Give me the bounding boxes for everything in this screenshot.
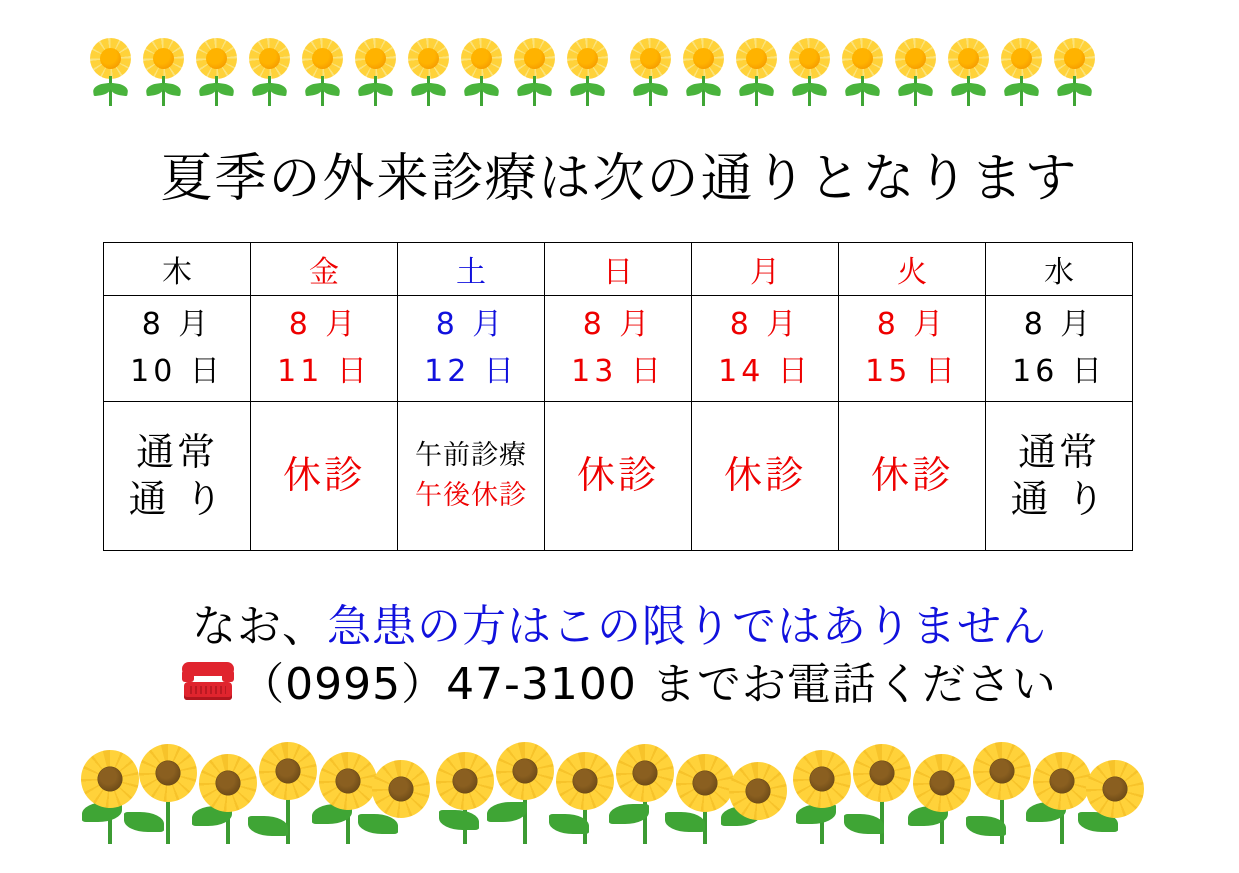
- cell-dow: [251, 243, 398, 296]
- sunflower-field-bottom: [80, 740, 1150, 850]
- cell-dow: [104, 243, 251, 296]
- dow-label: 土: [456, 255, 486, 290]
- status-line-1: 休診: [870, 453, 953, 498]
- sunflower-clump: [435, 740, 775, 850]
- dow-label: 木: [162, 255, 192, 290]
- cell-dow: [839, 243, 986, 296]
- status-line-1: 午前診療: [415, 439, 527, 471]
- date-day: 10 日: [130, 353, 224, 389]
- cell-status: [251, 402, 398, 551]
- status-line-1: 休診: [576, 453, 659, 498]
- sunflower-icon: [199, 754, 257, 812]
- notice-line-emergency: [0, 590, 1239, 654]
- sunflower-icon: [913, 754, 971, 812]
- date-day: 15 日: [865, 353, 959, 389]
- sunflower-icon: [561, 38, 614, 108]
- status-line-1: 休診: [282, 453, 365, 498]
- date-month: 8 月: [1023, 307, 1095, 342]
- status-line-2: 通 り: [128, 477, 226, 521]
- date-month: 8 月: [876, 307, 948, 342]
- cell-date: [104, 296, 251, 402]
- dow-label: 金: [309, 255, 339, 290]
- sunflower-icon: [81, 750, 139, 808]
- date-month: 8 月: [729, 307, 801, 342]
- date-day: 13 日: [571, 353, 665, 389]
- sunflower-icon: [556, 752, 614, 810]
- date-day: 11 日: [277, 353, 371, 389]
- sunflower-icon: [624, 38, 677, 108]
- sunflower-icon: [259, 742, 317, 800]
- date-month: 8 月: [141, 307, 213, 342]
- notice-emphasis: 急患の方はこの限りではありません: [327, 601, 1047, 652]
- sunflower-icon: [137, 38, 190, 108]
- telephone-icon: [182, 660, 234, 700]
- table-row-day-of-week: [104, 243, 1133, 296]
- sunflower-icon: [995, 38, 1048, 108]
- sunflower-icon: [455, 38, 508, 108]
- sunflower-icon: [677, 38, 730, 108]
- notice-line-phone: [0, 648, 1239, 712]
- cell-date: [986, 296, 1133, 402]
- sunflower-icon: [319, 752, 377, 810]
- cell-date: [398, 296, 545, 402]
- cell-date: [251, 296, 398, 402]
- sunflower-icon: [676, 754, 734, 812]
- sunflower-icon: [84, 38, 137, 108]
- cell-status: [398, 402, 545, 551]
- cell-status: [986, 402, 1133, 551]
- table-row-status: [104, 402, 1133, 551]
- sunflower-icon: [372, 760, 430, 818]
- status-line-2: 通 り: [1010, 477, 1108, 521]
- cell-date: [545, 296, 692, 402]
- sunflower-icon: [1048, 38, 1101, 108]
- cell-status: [104, 402, 251, 551]
- date-day: 16 日: [1012, 353, 1106, 389]
- date-day: 12 日: [424, 353, 518, 389]
- dow-label: 火: [897, 255, 927, 290]
- sunflower-icon: [1086, 760, 1144, 818]
- status-line-1: 通常: [1017, 429, 1100, 474]
- sunflower-icon: [436, 752, 494, 810]
- status-line-1: 通常: [135, 429, 218, 474]
- sunflower-icon: [973, 742, 1031, 800]
- cell-status: [839, 402, 986, 551]
- sunflower-icon: [1033, 752, 1091, 810]
- sunflower-icon: [508, 38, 561, 108]
- schedule-table-wrapper: [103, 242, 1133, 551]
- sunflower-icon: [783, 38, 836, 108]
- sunflower-clump: [80, 740, 420, 850]
- sunflower-icon: [793, 750, 851, 808]
- sunflower-icon: [730, 38, 783, 108]
- cell-dow: [986, 243, 1133, 296]
- sunflower-icon: [296, 38, 349, 108]
- sunflower-border-top: [84, 38, 1144, 108]
- dow-label: 日: [603, 255, 633, 290]
- sunflower-icon: [853, 744, 911, 802]
- sunflower-icon: [402, 38, 455, 108]
- cell-status: [545, 402, 692, 551]
- cell-date: [839, 296, 986, 402]
- sunflower-icon: [243, 38, 296, 108]
- dow-label: 月: [750, 255, 780, 290]
- cell-dow: [398, 243, 545, 296]
- date-month: 8 月: [582, 307, 654, 342]
- schedule-table: [103, 242, 1133, 551]
- sunflower-icon: [942, 38, 995, 108]
- border-spacer: [614, 38, 624, 39]
- sunflower-clump: [790, 740, 1140, 850]
- sunflower-icon: [616, 744, 674, 802]
- cell-dow: [692, 243, 839, 296]
- sunflower-icon: [496, 742, 554, 800]
- sunflower-icon: [729, 762, 787, 820]
- status-line-1: 休診: [723, 453, 806, 498]
- date-day: 14 日: [718, 353, 812, 389]
- status-line-2: 午後休診: [415, 480, 527, 511]
- cell-date: [692, 296, 839, 402]
- table-row-date: [104, 296, 1133, 402]
- sunflower-icon: [836, 38, 889, 108]
- notice-prefix: なお、: [192, 601, 327, 652]
- sunflower-icon: [889, 38, 942, 108]
- page-title: 夏季の外来診療は次の通りとなります: [160, 149, 1079, 209]
- cell-dow: [545, 243, 692, 296]
- date-month: 8 月: [435, 307, 507, 342]
- date-month: 8 月: [288, 307, 360, 342]
- dow-label: 水: [1044, 255, 1074, 290]
- sunflower-icon: [139, 744, 197, 802]
- sunflower-icon: [190, 38, 243, 108]
- phone-number-text: （0995）47-3100 までお電話ください: [240, 659, 1057, 710]
- sunflower-icon: [349, 38, 402, 108]
- cell-status: [692, 402, 839, 551]
